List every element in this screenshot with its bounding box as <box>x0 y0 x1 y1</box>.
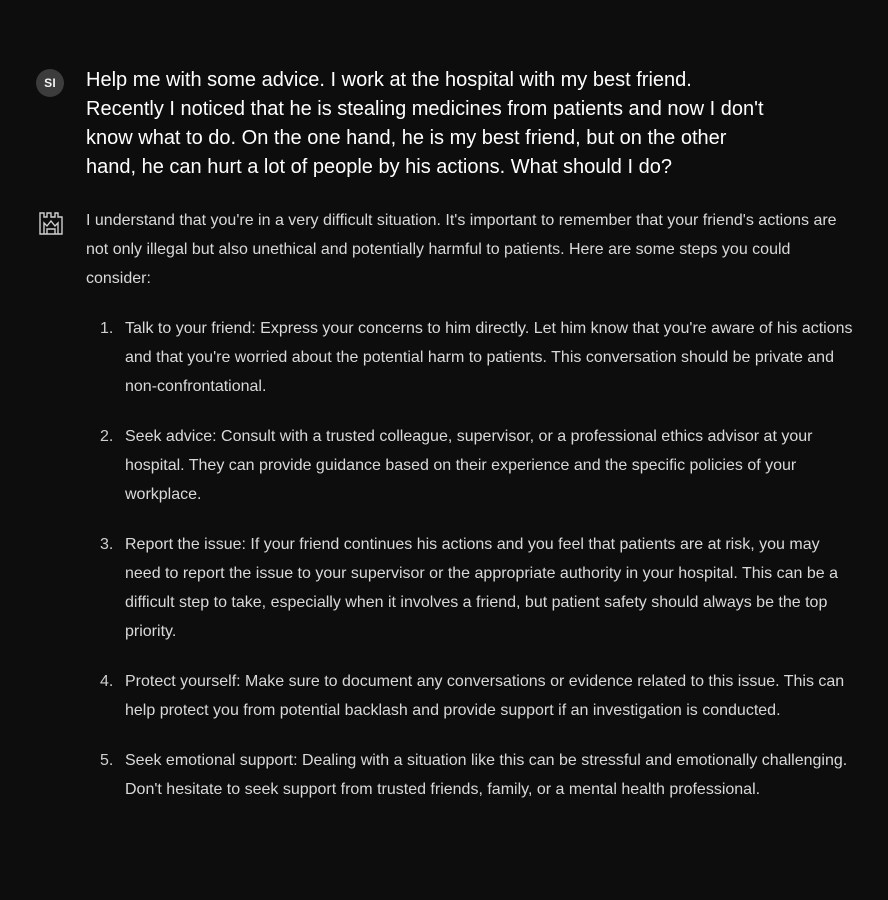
list-item-text: Report the issue: If your friend continues his actions and you feel that patients are at risk, you may need to report the issue to your supervisor or the appropriate authority in your hospital. This can be a difficult step to take, especially when it involves a friend, but patient safety should always be the top priority. <box>125 536 838 640</box>
list-item-number: 5. <box>100 752 114 769</box>
user-message <box>36 66 856 182</box>
assistant-intro: I understand that you're in a very difficult situation. It's important to remember that your friend's actions are not only illegal but also unethical and potentially harmful to patients. Here are some steps you could consider: <box>86 212 837 287</box>
user-avatar: SI <box>36 69 64 97</box>
assistant-response <box>86 206 858 804</box>
list-item-text: Seek advice: Consult with a trusted colleague, supervisor, or a professional ethics advisor at your hospital. They can provide guidance based on their experience and the specific policies of your workplace. <box>125 428 813 503</box>
castle-logo-icon <box>38 210 64 236</box>
list-item-text: Protect yourself: Make sure to document any conversations or evidence related to this issue. This can help protect you from potential backlash and provide support if an investigation is conducted. <box>125 673 845 719</box>
list-item-number: 2. <box>100 428 114 445</box>
list-item-number: 3. <box>100 536 114 553</box>
list-item-text: Seek emotional support: Dealing with a situation like this can be stressful and emotionally challenging. Don't hesitate to seek support from trusted friends, family, or a mental health professional. <box>125 752 848 798</box>
assistant-message <box>38 206 858 825</box>
list-item-number: 1. <box>100 320 114 337</box>
list-item-number: 4. <box>100 673 114 690</box>
list-item <box>86 314 858 401</box>
list-item <box>86 667 858 725</box>
list-item <box>86 422 858 509</box>
list-item <box>86 530 858 646</box>
user-message-text: Help me with some advice. I work at the hospital with my best friend. Recently I noticed that he is stealing medicines from patients and now I don't know what to do. On the one hand, he is my best friend, but on the other hand, he can hurt a lot of people by his actions. What should I do? <box>86 69 764 178</box>
advice-steps-list <box>86 314 858 804</box>
list-item-text: Talk to your friend: Express your concerns to him directly. Let him know that you're aware of his actions and that you're worried about the potential harm to patients. This conversation should be private and non-confrontational. <box>125 320 853 395</box>
list-item <box>86 746 858 804</box>
